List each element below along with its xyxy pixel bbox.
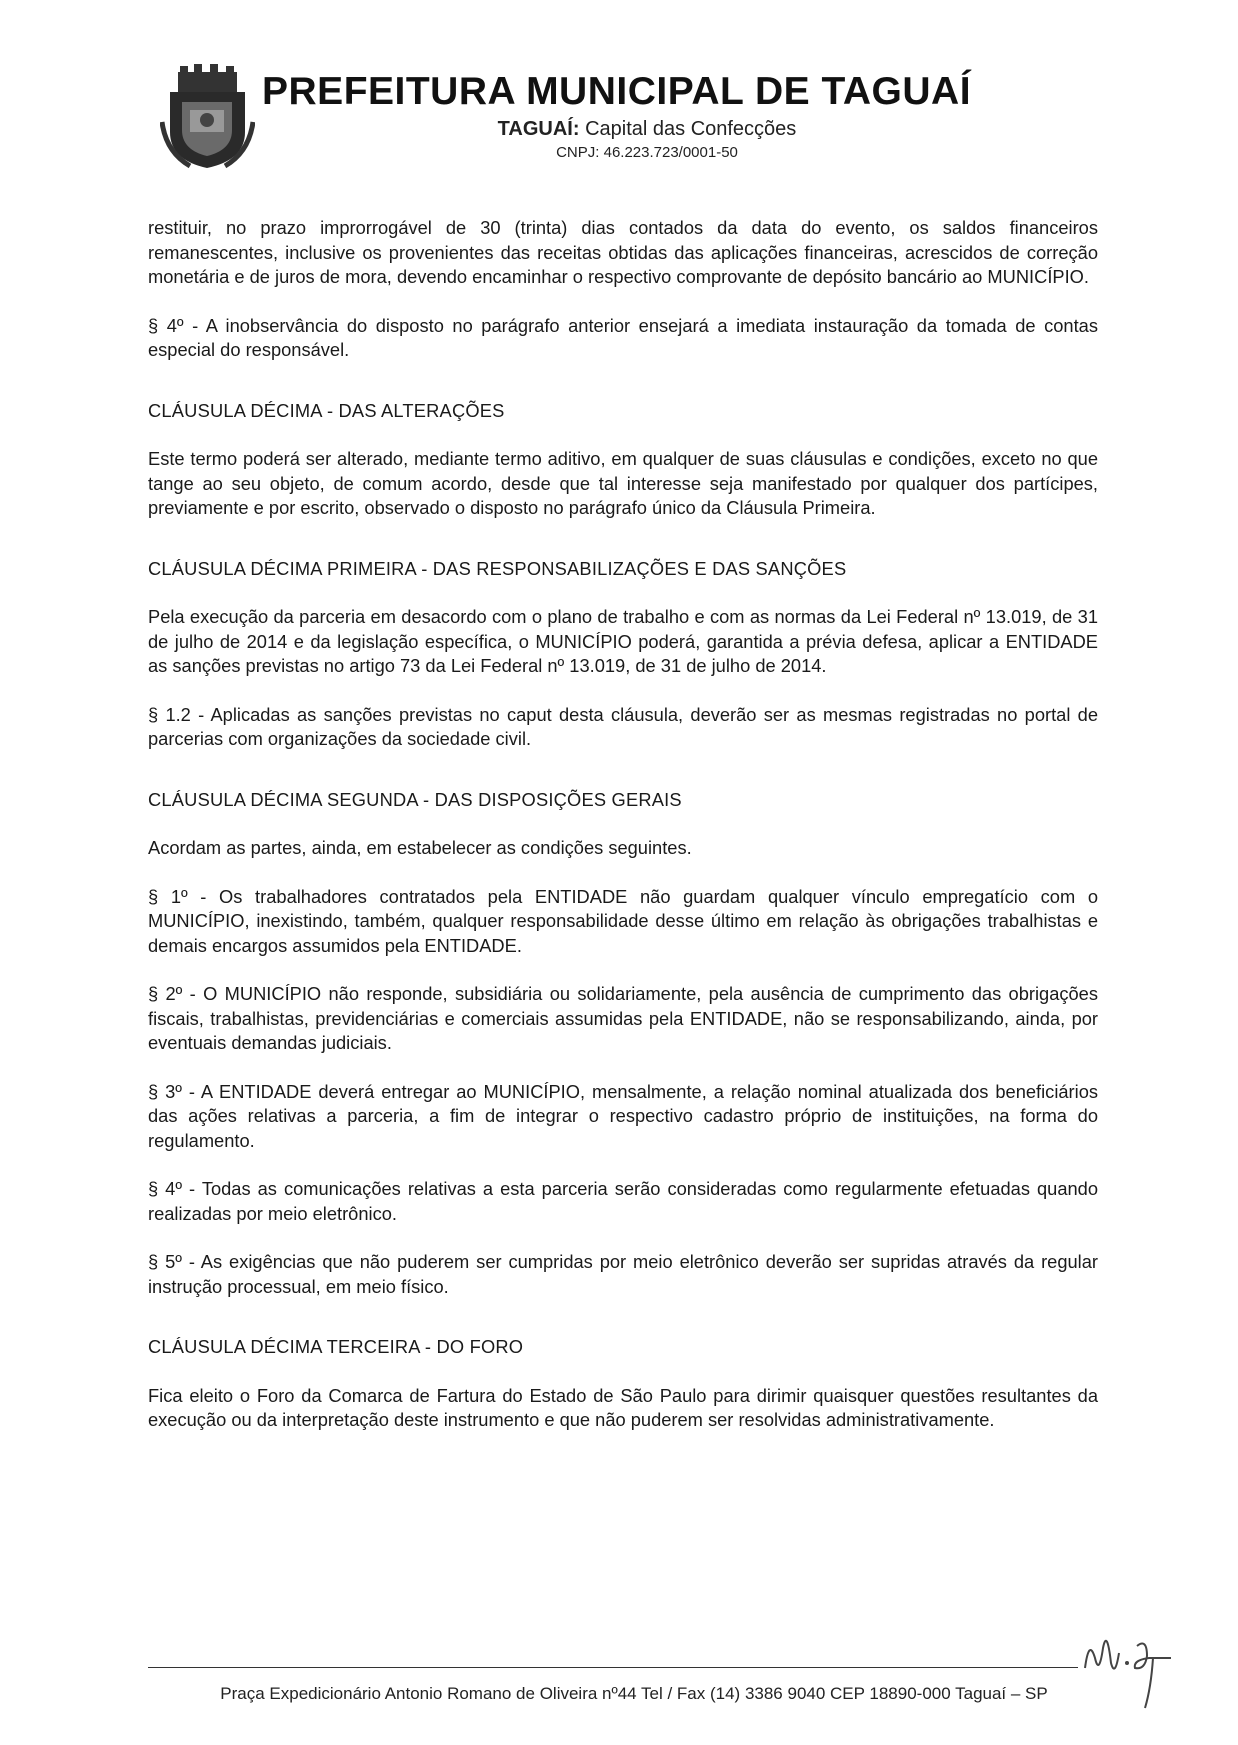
paragraph-sancoes: Pela execução da parceria em desacordo com o plano de trabalho e com as normas da Lei Federal nº 13.019, de 31 de julho de 2014 e da legislação específica, o MUNICÍPIO poderá, garantida a prévia defesa, aplicar a ENTIDADE as sanções previstas no artigo 73 da Lei Federal nº 13.019, de 31 de julho de 2014. [148,606,1098,676]
footer-address: Praça Expedicionário Antonio Romano de Oliveira nº44 Tel / Fax (14) 3386 9040 CEP 18890-000 Taguaí – SP [220,1684,1048,1703]
paragraph-1-2-registro: § 1.2 - Aplicadas as sanções previstas no caput desta cláusula, deverão ser as mesmas registradas no portal de parcerias com organizações da sociedade civil. [148,703,1098,749]
paragraph-alteracoes: Este termo poderá ser alterado, mediante termo aditivo, em qualquer de suas cláusulas e condições, exceto no que tange ao seu objeto, de comum acordo, desde que tal interesse seja manifestado por qualquer dos partícipes, previamente e por escrito, observado o disposto no parágrafo único da Cláusula Primeira. [148,448,1098,518]
heading-clausula-decima-primeira: CLÁUSULA DÉCIMA PRIMEIRA - DAS RESPONSABILIZAÇÕES E DAS SANÇÕES [148,557,847,579]
paragraph-restituir: restituir, no prazo improrrogável de 30 (trinta) dias contados da data do evento, os saldos financeiros remanescentes, inclusive os provenientes das receitas obtidas das aplicações financeiras, acrescidos de correção monetária e de juros de mora, devendo encaminhar o respectivo comprovante de depósito bancário ao MUNICÍPIO. [148,217,1098,287]
paragraph-2-municipio: § 2º - O MUNICÍPIO não responde, subsidiária ou solidariamente, pela ausência de cumprimento das obrigações fiscais, trabalhistas, previdenciárias e comerciais assumidas pela ENTIDADE, não se responsabilizando, ainda, por eventuais demandas judiciais. [148,983,1098,1053]
paragraph-4-comunicacoes: § 4º - Todas as comunicações relativas a esta parceria serão consideradas como regularmente efetuadas quando realizadas por meio eletrônico. [148,1178,1098,1224]
header-subtitle-bold: TAGUAÍ: [497,118,580,140]
paragraph-foro: Fica eleito o Foro da Comarca de Fartura do Estado de São Paulo para dirimir quaisquer questões resultantes da execução ou da interpretação deste instrumento e que não puderem ser resolvidas administrativamente. [148,1384,1098,1430]
header-subtitle-text: Capital das Confecções [579,118,797,140]
heading-clausula-decima-segunda: CLÁUSULA DÉCIMA SEGUNDA - DAS DISPOSIÇÕES GERAIS [148,788,682,810]
paragraph-5-exigencias: § 5º - As exigências que não puderem ser cumpridas por meio eletrônico deverão ser supridas através da regular instrução processual, em meio físico. [148,1251,1098,1297]
heading-clausula-decima-terceira: CLÁUSULA DÉCIMA TERCEIRA - DO FORO [148,1336,524,1357]
footer-divider [148,1667,1078,1668]
header-cnpj: CNPJ: 46.223.723/0001-50 [556,144,738,161]
heading-clausula-decima: CLÁUSULA DÉCIMA - DAS ALTERAÇÕES [148,399,505,421]
header-title: PREFEITURA MUNICIPAL DE TAGUAÍ [262,70,972,113]
document-body [148,216,1098,1433]
paragraph-acordam: Acordam as partes, ainda, em estabelecer as condições seguintes. [148,837,692,858]
header-subtitle [0,118,1238,141]
paragraph-4-inobservancia: § 4º - A inobservância do disposto no parágrafo anterior ensejará a imediata instauração da tomada de contas especial do responsável. [148,314,1098,360]
paragraph-1-trabalhadores: § 1º - Os trabalhadores contratados pela ENTIDADE não guardam qualquer vínculo empregatício com o MUNICÍPIO, inexistindo, também, qualquer responsabilidade desse último em relação às obrigações trabalhistas e demais encargos assumidos pela ENTIDADE. [148,885,1098,956]
paragraph-3-entidade: § 3º - A ENTIDADE deverá entregar ao MUNICÍPIO, mensalmente, a relação nominal atualizada dos beneficiários das ações relativas a parceria, a fim de integrar o respectivo cadastro próprio de instituições, na forma do regulamento. [148,1080,1098,1151]
